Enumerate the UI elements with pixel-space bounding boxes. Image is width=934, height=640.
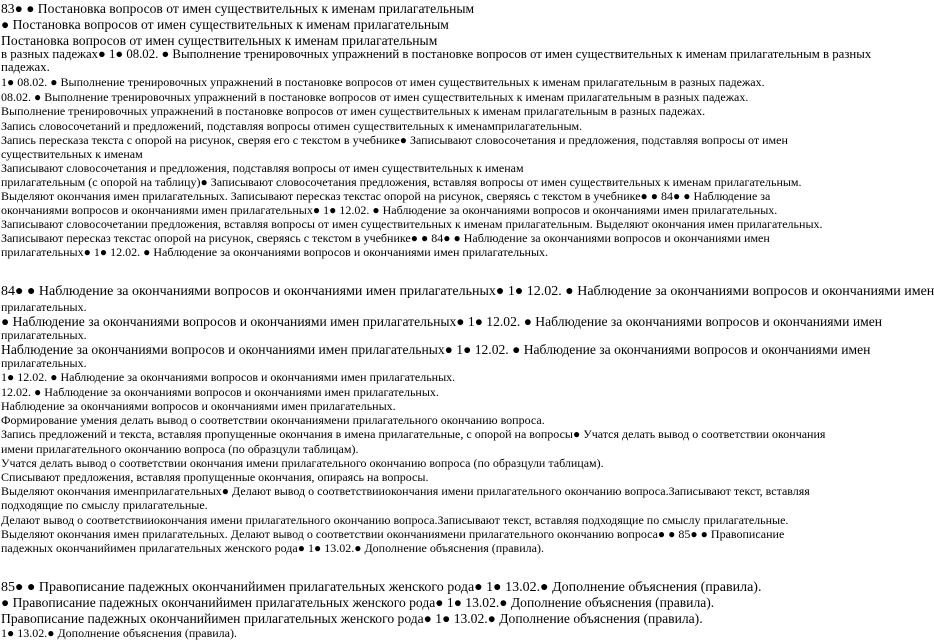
text-line: подходящие по смыслу прилагательные. [1,498,208,512]
text-line: Выполнение тренировочных упражнений в постановке вопросов от имен существительных к именам прилагательным в разных падежах. [1,104,706,118]
text-line: Формирование умения делать вывод о соответствии окончаниямени прилагательного окончанию вопроса. [1,413,545,427]
text-line: Выделяют окончания имен прилагательных. Делают вывод о соответствии окончаниямени прилагательного окончанию вопроса● ● 85● ● Правописание [1,527,785,541]
text-line: падежных окончанийимен прилагательных женского рода● 1● 13.02.● Дополнение объяснения (правила). [1,541,544,555]
text-line: Записывают словосочетании предложения, вставляя вопросы от имен существительных к именам прилагательным. Выделяют окончания имен прилагательных. [1,217,823,231]
text-line: Выделяют окончания именприлагательных● Делают вывод о соответствииокончания имени прилагательного окончанию вопроса.Записывают текст, вставляя [1,484,810,498]
text-line: Запись словосочетаний и предложений, подставляя вопросы отимен существительных к именамприлагательным. [1,119,583,133]
text-line: Выделяют окончания имен прилагательных. Записывают пересказ текстас опорой на рисунок, сверяясь с текстом в учебнике● ● 84● ● Наблюдение за [1,189,771,203]
text-line: Наблюдение за окончаниями вопросов и окончаниями имен прилагательных. [1,399,396,413]
text-line: 12.02. ● Наблюдение за окончаниями вопросов и окончаниями имен прилагательных. [1,385,439,399]
text-line: существительных к именам [1,147,143,161]
text-line: 1● 12.02. ● Наблюдение за окончаниями вопросов и окончаниями имен прилагательных. [1,370,456,384]
text-line: 08.02. ● Выполнение тренировочных упражнений в постановке вопросов от имен существительных к именам прилагательным в разных падежах. [1,90,749,104]
text-line: в разных падежах● 1● 08.02. ● Выполнение тренировочных упражнений в постановке вопросов от имен существительных к именам прилагательным в разных [1,47,872,61]
text-line: падежах. [1,60,50,74]
text-line: 1● 13.02.● Дополнение объяснения (правила). [1,626,237,640]
text-line: имени прилагательного окончанию вопроса (по образцули таблицам). [1,442,359,456]
text-line: прилагательных. [1,328,87,342]
text-line: ● Правописание падежных окончанийимен прилагательных женского рода● 1● 13.02.● Дополнение объяснения (правила). [1,595,715,610]
text-line: 1● 08.02. ● Выполнение тренировочных упражнений в постановке вопросов от имен существительных к именам прилагательным в разных падежах. [1,75,765,89]
text-line: Постановка вопросов от имен существительных к именам прилагательным [1,33,438,48]
text-line: прилагательных. [1,300,87,314]
text-line: 85● ● Правописание падежных окончанийимен прилагательных женского рода● 1● 13.02.● Дополнение объяснения (правила). [1,580,762,595]
text-line: Записывают пересказ текстас опорой на рисунок, сверяясь с текстом в учебнике● ● 84● ● Наблюдение за окончаниями вопросов и окончаниями имен [1,231,770,245]
text-line: Учатся делать вывод о соответствии окончания имени прилагательного окончанию вопроса (по образцули таблицам). [1,456,604,470]
text-line: Делают вывод о соответствииокончания имени прилагательного окончанию вопроса.Записывают текст, вставляя подходящие по смыслу прилагательные. [1,513,789,527]
text-line: Запись предложений и текста, вставляя пропущенные окончания в имена прилагательные, с опорой на вопросы● Учатся делать вывод о соответствии окончания [1,427,826,441]
text-line: ● Наблюдение за окончаниями вопросов и окончаниями имен прилагательных● 1● 12.02. ● Наблюдение за окончаниями вопросов и окончаниями имен [1,314,883,329]
text-line: окончаниями вопросов и окончаниями имен прилагательных● 1● 12.02. ● Наблюдение за окончаниями вопросов и окончаниями имен прилагательных. [1,203,778,217]
text-line: Записывают словосочетания и предложения, подставляя вопросы от имен существительных к именам [1,161,524,175]
text-line: 83● ● Постановка вопросов от имен существительных к именам прилагательным [1,1,475,16]
text-line: 84● ● Наблюдение за окончаниями вопросов и окончаниями имен прилагательных● 1● 12.02. ● Наблюдение за окончаниями вопросов и окончаниями имен [1,284,934,299]
text-line: Наблюдение за окончаниями вопросов и окончаниями имен прилагательных● 1● 12.02. ● Наблюдение за окончаниями вопросов и окончаниями имен [1,342,871,357]
text-line: Запись пересказа текста с опорой на рисунок, сверяя его с текстом в учебнике● Записывают словосочетания и предложения, подставляя вопросы от имен [1,133,788,147]
text-line: ● Постановка вопросов от имен существительных к именам прилагательным [1,17,449,32]
text-line: Правописание падежных окончанийимен прилагательных женского рода● 1● 13.02.● Дополнение объяснения (правила). [1,611,703,626]
text-line: прилагательных● 1● 12.02. ● Наблюдение за окончаниями вопросов и окончаниями имен прилагательных. [1,245,549,259]
text-line: прилагательных. [1,356,87,370]
text-line: прилагательным (с опорой на таблицу)● Записывают словосочетания предложения, вставляя вопросы от имен существительных к именам прилагательным. [1,175,802,189]
text-line: Списывают предложения, вставляя пропущенные окончания, опираясь на вопросы. [1,470,429,484]
